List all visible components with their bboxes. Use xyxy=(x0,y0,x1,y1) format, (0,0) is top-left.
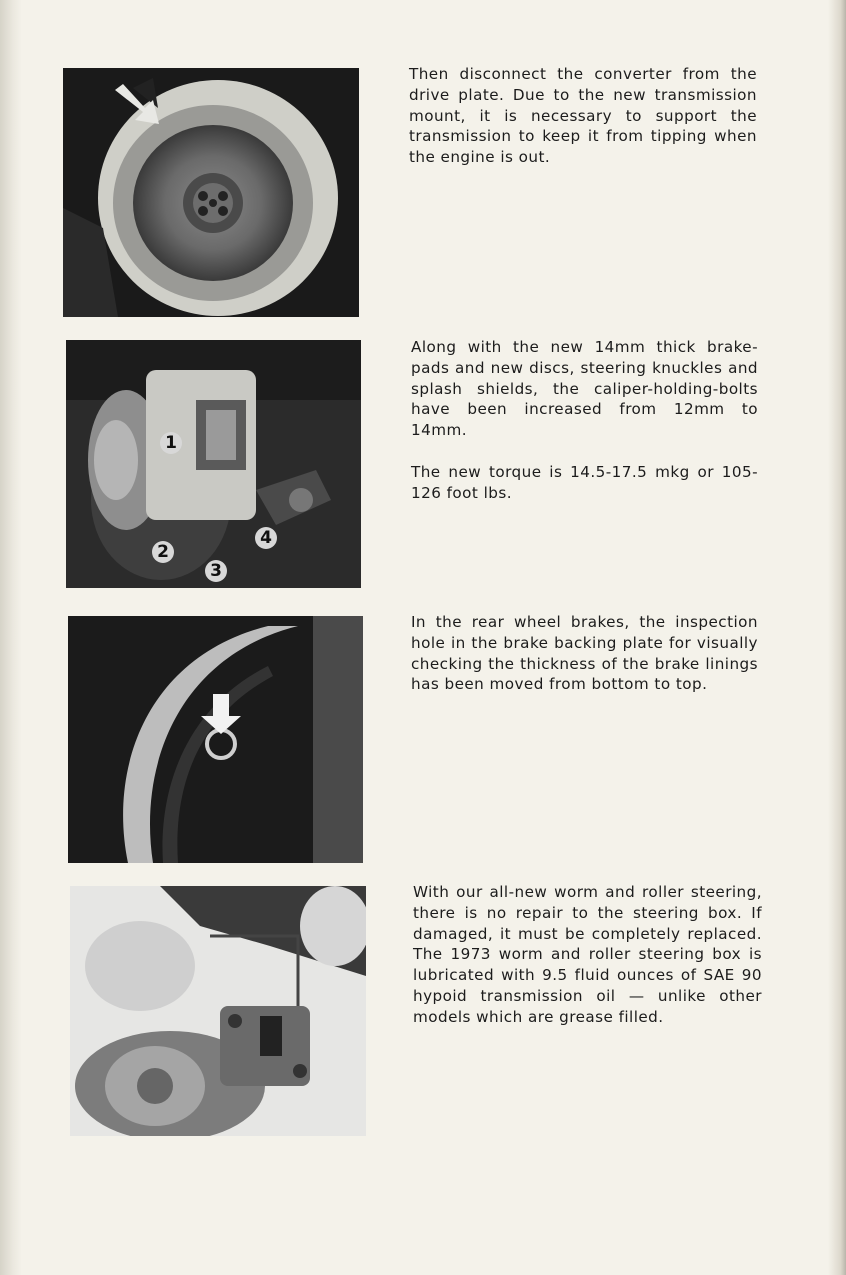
paragraph: With our all-new worm and roller steering, there is no repair to the steering box. If damaged, it must be completely replaced. The 1973 worm and roller steering box is lubricated with 9.5 fluid ounces of SAE 90 hypoid transmission oil — unlike other models which are grease filled. xyxy=(413,883,762,1026)
callout-2: 2 xyxy=(152,541,174,563)
callout-3: 3 xyxy=(205,560,227,582)
section-1-text xyxy=(409,64,757,189)
callout-1: 1 xyxy=(160,432,182,454)
callout-4: 4 xyxy=(255,527,277,549)
paragraph: The new torque is 14.5-17.5 mkg or 105-126 foot lbs. xyxy=(411,462,758,502)
section-3-text xyxy=(411,612,758,716)
rear-brake-photo xyxy=(68,616,363,863)
binding-shadow xyxy=(0,0,22,1275)
drive-plate-photo xyxy=(63,68,359,317)
paragraph: Along with the new 14mm thick brake-pads and new discs, steering knuckles and splash shields, the caliper-holding-bolts have been increased from 12mm to 14mm. xyxy=(411,338,758,440)
section-2-text xyxy=(411,337,758,524)
steering-box-photo xyxy=(70,886,366,1136)
brake-caliper-photo xyxy=(66,340,361,588)
paragraph: In the rear wheel brakes, the inspection hole in the brake backing plate for visually checking the thickness of the brake linings has been moved from bottom to top. xyxy=(411,613,758,694)
page-edge xyxy=(828,0,846,1275)
paragraph: Then disconnect the converter from the drive plate. Due to the new transmission mount, it is necessary to support the transmission to keep it from tipping when the engine is out. xyxy=(409,65,757,167)
section-4-text xyxy=(413,882,762,1048)
